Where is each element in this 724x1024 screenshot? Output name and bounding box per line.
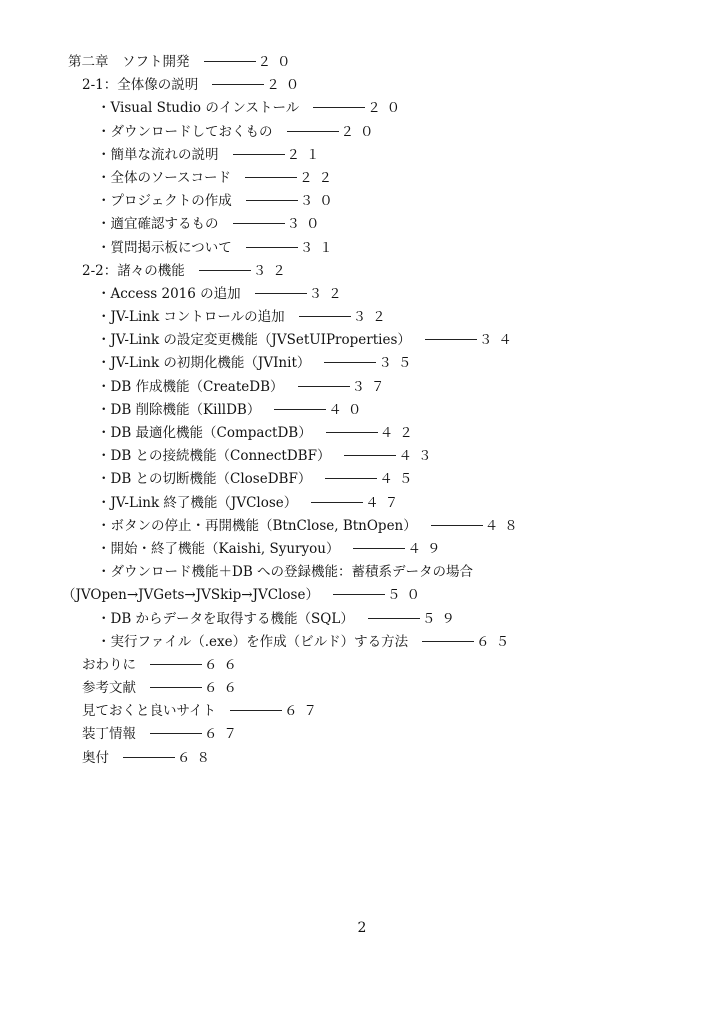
page-footer-number: 2 bbox=[357, 920, 367, 936]
toc-entry-text: 2-2：諸々の機能 bbox=[82, 262, 185, 279]
toc-entry-text: ・DB との切断機能（CloseDBF） bbox=[97, 471, 312, 488]
toc-entry bbox=[0, 329, 724, 352]
toc-entry bbox=[0, 422, 724, 445]
toc-entry-text: ・DB 最適化機能（CompactDB） bbox=[97, 425, 312, 441]
toc-leader-line bbox=[255, 293, 307, 294]
toc-leader-line bbox=[298, 386, 350, 387]
toc-entry-afterword bbox=[0, 654, 724, 677]
toc-entry-text: ・DB との接続機能（ConnectDBF） bbox=[97, 448, 331, 465]
toc-entry bbox=[0, 631, 724, 654]
toc-entry-text: ・JV-Link の初期化機能（JVInit） bbox=[97, 355, 311, 372]
toc-leader-line bbox=[353, 548, 405, 549]
toc-entry bbox=[0, 213, 724, 236]
toc-entry bbox=[0, 492, 724, 515]
toc-leader-line bbox=[204, 61, 256, 62]
toc-page-number: ３０ bbox=[286, 216, 326, 233]
toc-leader-line bbox=[313, 107, 365, 108]
toc-entry bbox=[0, 608, 724, 631]
toc-page-number: ６６ bbox=[204, 680, 243, 697]
toc-entry-wrapped-first-line bbox=[0, 561, 724, 584]
toc-entry-text: ・簡単な流れの説明 bbox=[97, 146, 219, 163]
toc-entry-text: ・プロジェクトの作成 bbox=[97, 193, 232, 210]
toc-leader-line bbox=[150, 664, 202, 665]
toc-page-number: ４９ bbox=[407, 540, 447, 557]
toc-page-number: ２０ bbox=[340, 123, 380, 140]
toc-entry-text: （JVOpen→JVGets→JVSkip→JVClose） bbox=[62, 587, 319, 604]
toc-entry-text: 第二章 ソフト開発 bbox=[68, 54, 190, 70]
toc-entry-text: おわりに bbox=[82, 656, 136, 673]
toc-page-number: ５９ bbox=[421, 610, 461, 627]
toc-page-number: ３２ bbox=[308, 285, 348, 302]
toc-entry-text: 2-1：全体像の説明 bbox=[82, 77, 199, 94]
toc-page-number: ２０ bbox=[266, 77, 306, 94]
toc-leader-line bbox=[344, 455, 396, 456]
toc-entry-section-2-2 bbox=[0, 260, 724, 283]
toc-leader-line bbox=[324, 362, 376, 363]
toc-entry-text: 見ておくと良いサイト bbox=[82, 703, 217, 720]
toc-leader-line bbox=[287, 131, 339, 132]
toc-page-number: ３５ bbox=[378, 355, 418, 372]
toc-entry-text: ・JV-Link コントロールの追加 bbox=[97, 309, 285, 326]
toc-entry-section-2-1 bbox=[0, 74, 724, 97]
toc-page-number: ２１ bbox=[286, 146, 326, 163]
toc-entry-text: ・ダウンロード機能＋DB への登録機能：蓄積系データの場合 bbox=[97, 564, 474, 581]
toc-entry-text: ・開始・終了機能（Kaishi, Syuryou） bbox=[97, 540, 340, 557]
toc-entry bbox=[0, 306, 724, 329]
toc-page-number: ４７ bbox=[365, 494, 405, 511]
toc-entry bbox=[0, 399, 724, 422]
toc-leader-line bbox=[325, 478, 377, 479]
toc-leader-line bbox=[274, 409, 326, 410]
table-of-contents bbox=[0, 51, 724, 770]
toc-leader-line bbox=[150, 687, 202, 688]
toc-entry-text: ・JV-Link 終了機能（JVClose） bbox=[97, 494, 298, 511]
toc-entry-text: ・JV-Link の設定変更機能（JVSetUIProperties） bbox=[97, 332, 411, 349]
toc-leader-line bbox=[431, 525, 483, 526]
toc-page-number: ６５ bbox=[476, 633, 516, 650]
toc-entry-text: 奥付 bbox=[82, 749, 109, 766]
toc-entry bbox=[0, 167, 724, 190]
toc-entry-text: ・実行ファイル（.exe）を作成（ビルド）する方法 bbox=[97, 633, 409, 650]
toc-leader-line bbox=[233, 154, 285, 155]
toc-entry-recommended-sites bbox=[0, 700, 724, 723]
toc-entry-colophon bbox=[0, 747, 724, 770]
toc-leader-line bbox=[333, 594, 385, 595]
toc-page-number: ４８ bbox=[484, 517, 524, 534]
toc-entry bbox=[0, 283, 724, 306]
toc-entry-wrapped-second-line bbox=[0, 584, 724, 607]
toc-page-number: ６７ bbox=[204, 726, 243, 743]
toc-page-number: ３０ bbox=[299, 193, 339, 210]
toc-leader-line bbox=[425, 339, 477, 340]
toc-page-number: ３７ bbox=[351, 378, 391, 395]
toc-entry-text: 参考文献 bbox=[82, 680, 136, 697]
toc-entry bbox=[0, 445, 724, 468]
toc-entry-text: ・DB 削除機能（KillDB） bbox=[97, 401, 261, 418]
toc-entry-text: ・全体のソースコード bbox=[97, 169, 232, 186]
toc-entry bbox=[0, 144, 724, 167]
toc-entry bbox=[0, 468, 724, 491]
toc-page-number: ３４ bbox=[478, 332, 518, 349]
toc-leader-line bbox=[326, 432, 378, 433]
toc-leader-line bbox=[233, 223, 285, 224]
toc-entry-chapter-2 bbox=[0, 51, 724, 74]
toc-entry bbox=[0, 376, 724, 399]
toc-leader-line bbox=[245, 177, 297, 178]
toc-page-number: ４５ bbox=[379, 471, 419, 488]
toc-entry-binding-info bbox=[0, 723, 724, 746]
toc-entry bbox=[0, 97, 724, 120]
toc-entry bbox=[0, 121, 724, 144]
toc-entry-text: ・Access 2016 の追加 bbox=[97, 285, 241, 302]
toc-entry-text: 装丁情報 bbox=[82, 726, 136, 743]
toc-leader-line bbox=[246, 200, 298, 201]
toc-page-number: ４２ bbox=[379, 425, 419, 441]
toc-page-number: ２０ bbox=[257, 54, 297, 70]
toc-page-number: ６６ bbox=[204, 656, 243, 673]
toc-entry-text: ・DB 作成機能（CreateDB） bbox=[97, 378, 284, 395]
toc-page-number: ２０ bbox=[367, 100, 407, 117]
toc-entry bbox=[0, 515, 724, 538]
toc-entry-text: ・ボタンの停止・再開機能（BtnClose, BtnOpen） bbox=[97, 517, 417, 534]
toc-leader-line bbox=[199, 270, 251, 271]
toc-entry-references bbox=[0, 677, 724, 700]
toc-page-number: ５０ bbox=[386, 587, 426, 604]
toc-page-number: ３２ bbox=[252, 262, 292, 279]
toc-leader-line bbox=[246, 247, 298, 248]
toc-page-number: ６７ bbox=[284, 703, 324, 720]
toc-entry bbox=[0, 190, 724, 213]
toc-leader-line bbox=[123, 757, 175, 758]
toc-leader-line bbox=[150, 733, 202, 734]
toc-leader-line bbox=[368, 618, 420, 619]
toc-page-number: ２２ bbox=[299, 169, 339, 186]
toc-entry-text: ・Visual Studio のインストール bbox=[97, 100, 300, 117]
toc-leader-line bbox=[212, 84, 264, 85]
toc-page-number: ３１ bbox=[299, 239, 339, 256]
toc-entry bbox=[0, 352, 724, 375]
toc-page-number: ６８ bbox=[177, 749, 216, 766]
toc-leader-line bbox=[422, 641, 474, 642]
toc-page-number: ３２ bbox=[352, 309, 392, 326]
toc-page-number: ４０ bbox=[328, 401, 368, 418]
toc-entry bbox=[0, 237, 724, 260]
toc-entry-text: ・質問掲示板について bbox=[97, 239, 232, 256]
toc-entry-text: ・適宜確認するもの bbox=[97, 216, 219, 233]
toc-entry bbox=[0, 538, 724, 561]
toc-leader-line bbox=[230, 710, 282, 711]
toc-leader-line bbox=[299, 316, 351, 317]
toc-leader-line bbox=[311, 502, 363, 503]
toc-page-number: ４３ bbox=[398, 448, 438, 465]
toc-entry-text: ・DB からデータを取得する機能（SQL） bbox=[97, 610, 354, 627]
toc-entry-text: ・ダウンロードしておくもの bbox=[97, 123, 273, 140]
